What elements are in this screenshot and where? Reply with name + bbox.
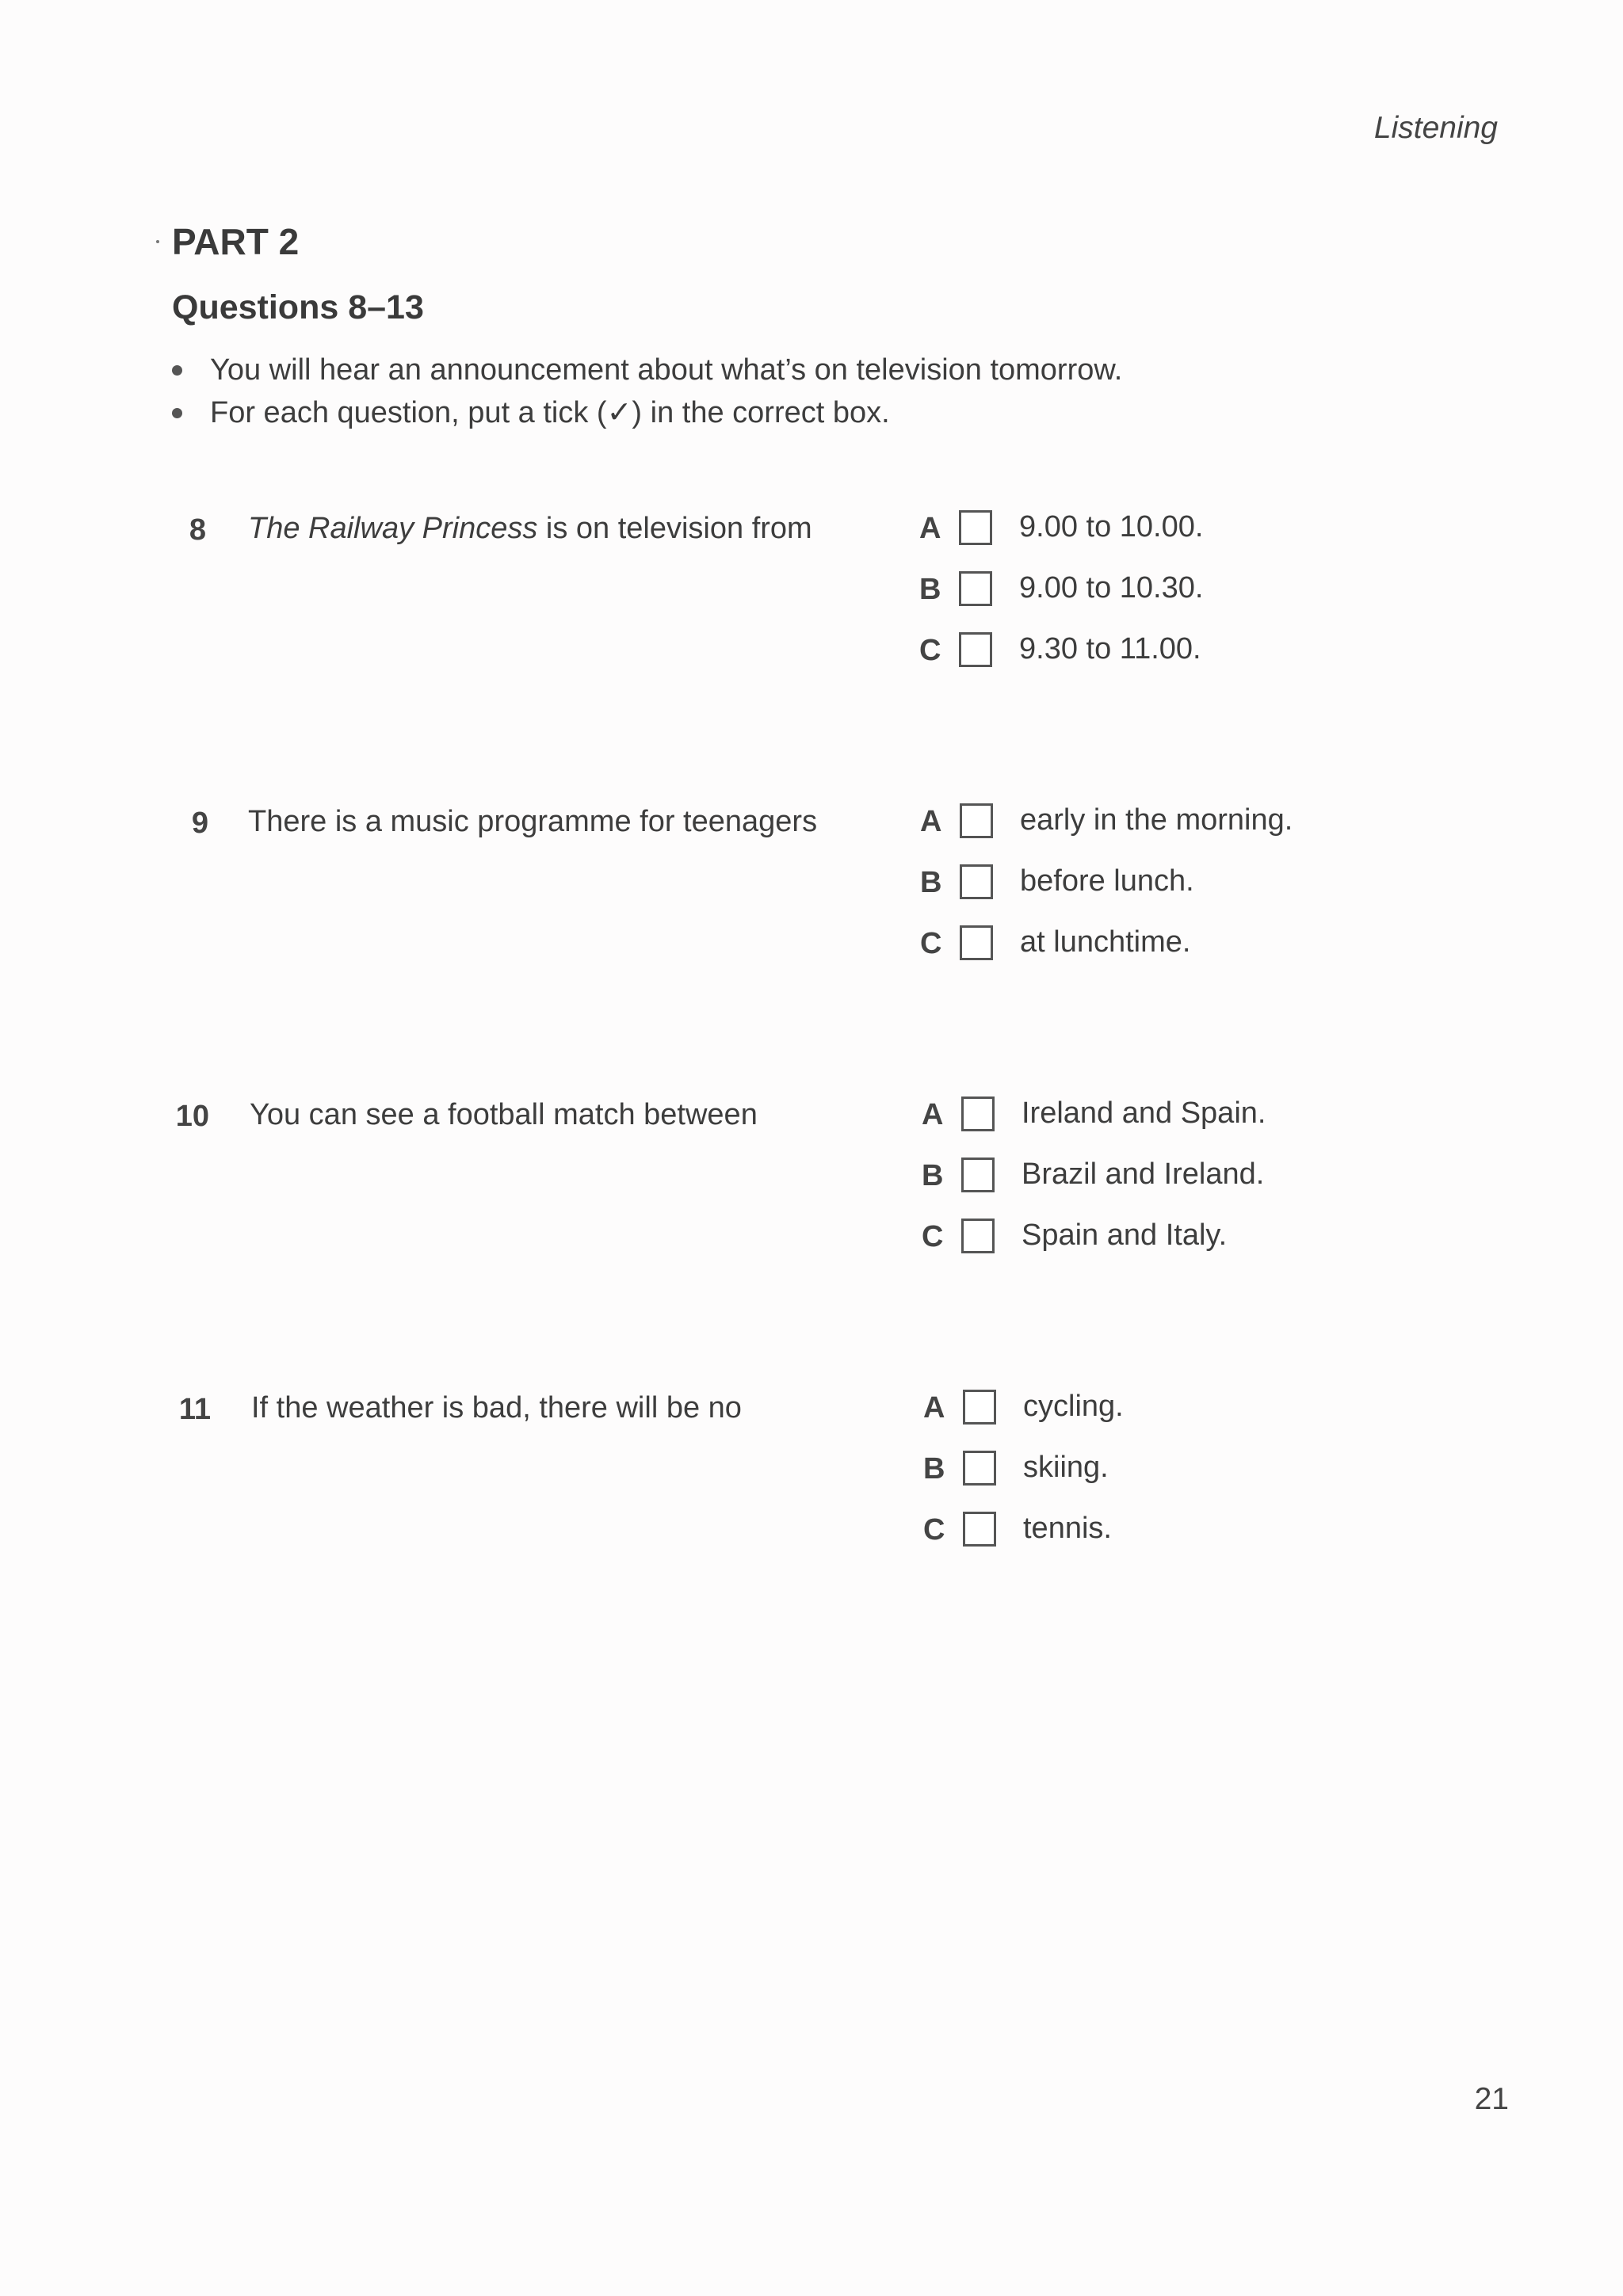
option-c[interactable] [919, 629, 1395, 677]
question-stem-text: You can see a football match between [250, 1098, 758, 1131]
option-b[interactable] [922, 1154, 1397, 1202]
option-letter: B [919, 573, 941, 606]
option-c[interactable] [922, 1215, 1397, 1263]
option-text: early in the morning. [1020, 803, 1293, 837]
option-letter: A [919, 512, 941, 545]
page-number: 21 [1474, 2082, 1509, 2116]
instruction-item [170, 349, 1122, 391]
option-letter: C [922, 1220, 944, 1253]
tick-box[interactable] [959, 571, 992, 606]
questions-title: Questions 8–13 [172, 288, 424, 326]
question-stem-text: There is a music programme for teenagers [248, 805, 818, 838]
tick-box[interactable] [960, 925, 993, 960]
option-text: tennis. [1023, 1512, 1112, 1545]
section-label: Listening [1373, 111, 1498, 145]
option-letter: C [919, 634, 941, 667]
tick-box[interactable] [963, 1451, 996, 1486]
tick-box[interactable] [959, 632, 992, 667]
instructions-list [170, 349, 1122, 434]
option-letter: B [920, 866, 942, 899]
tick-box[interactable] [960, 864, 993, 899]
option-text: 9.00 to 10.00. [1019, 510, 1204, 543]
instruction-item [170, 391, 1122, 434]
question-stem-text: is on television from [537, 512, 812, 545]
question-number: 11 [178, 1393, 211, 1426]
question-11 [0, 1386, 1623, 1592]
instruction-text: You will hear an announcement about what’s on television tomorrow. [210, 353, 1123, 387]
tick-box[interactable] [959, 510, 992, 545]
question-stem-text: If the weather is bad, there will be no [251, 1391, 742, 1425]
question-8 [0, 507, 1623, 713]
option-letter: A [923, 1391, 945, 1425]
question-stem [248, 512, 812, 546]
question-10 [0, 1093, 1623, 1299]
option-letter: C [923, 1513, 945, 1547]
instruction-text: For each question, put a tick (✓) in the correct box. [210, 396, 890, 429]
question-9 [0, 800, 1623, 1006]
question-number: 10 [175, 1100, 209, 1133]
option-b[interactable] [919, 568, 1395, 616]
option-letter: A [922, 1098, 944, 1131]
tick-box[interactable] [960, 803, 993, 838]
question-number: 8 [189, 513, 206, 547]
bullet-icon [172, 408, 182, 418]
question-stem [251, 1391, 742, 1425]
option-text: skiing. [1023, 1451, 1109, 1484]
option-text: 9.00 to 10.30. [1019, 571, 1204, 605]
option-text: Spain and Italy. [1022, 1219, 1228, 1252]
option-text: before lunch. [1020, 864, 1194, 898]
question-stem [248, 805, 817, 839]
option-text: at lunchtime. [1020, 925, 1191, 959]
option-text: 9.30 to 11.00. [1019, 632, 1201, 666]
option-c[interactable] [923, 1508, 1399, 1556]
tick-box[interactable] [963, 1512, 996, 1547]
option-letter: B [922, 1159, 944, 1192]
bullet-icon [172, 365, 182, 376]
part-marker [156, 240, 159, 243]
option-text: cycling. [1023, 1390, 1124, 1423]
option-text: Ireland and Spain. [1022, 1097, 1266, 1130]
part-title: PART 2 [172, 221, 300, 262]
option-text: Brazil and Ireland. [1022, 1158, 1265, 1191]
tick-box[interactable] [961, 1158, 995, 1192]
question-number: 9 [191, 807, 208, 840]
question-stem-title: The Railway Princess [248, 512, 538, 545]
option-b[interactable] [923, 1447, 1399, 1495]
option-a[interactable] [923, 1386, 1399, 1434]
option-letter: C [920, 927, 942, 960]
option-a[interactable] [920, 800, 1396, 848]
option-c[interactable] [920, 922, 1396, 970]
option-a[interactable] [919, 507, 1395, 555]
option-b[interactable] [920, 861, 1396, 909]
option-letter: A [920, 805, 942, 838]
option-a[interactable] [922, 1093, 1397, 1141]
option-letter: B [923, 1452, 945, 1486]
tick-box[interactable] [961, 1219, 995, 1253]
tick-box[interactable] [961, 1097, 995, 1131]
tick-box[interactable] [963, 1390, 996, 1425]
question-stem [250, 1098, 758, 1132]
